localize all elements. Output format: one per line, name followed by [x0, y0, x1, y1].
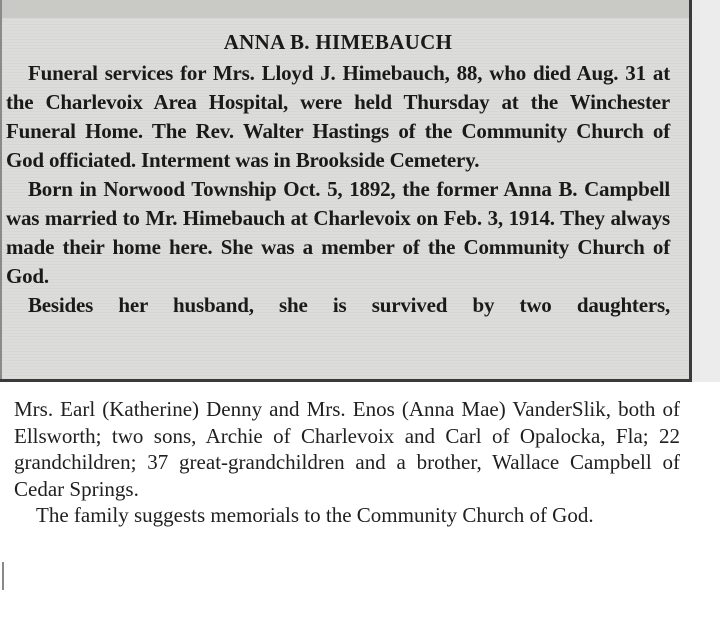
lower-paper-clipping	[0, 382, 720, 640]
paragraph-memorials: The family suggests memorials to the Community Church of God.	[36, 503, 594, 527]
lower-article-text	[14, 396, 680, 529]
paragraph-funeral-services: Funeral services for Mrs. Lloyd J. Himebauch, 88, who died Aug. 31 at the Charlevoix Area Hospital, were held Thursday at the Winchester Funeral Home. The Rev. Walter Hastings of the Community Church of God officiated. Interment was in Brookside Cemetery.	[6, 61, 670, 172]
paragraph-biography: Born in Norwood Township Oct. 5, 1892, the former Anna B. Campbell was married to Mr. Himebauch at Charlevoix on Feb. 3, 1914. They always made their home here. She was a member of the Community Church of God.	[6, 177, 670, 288]
scan-mark	[2, 562, 4, 590]
obituary-headline: ANNA B. HIMEBAUCH	[223, 30, 453, 54]
scan-margin-strip	[692, 0, 720, 382]
paragraph-survivors-continued: Mrs. Earl (Katherine) Denny and Mrs. Enos (Anna Mae) VanderSlik, both of Ellsworth; two sons, Archie of Charlevoix and Carl of Opalocka, Fla; 22 grandchildren; 37 great-grandchildren and a brother, Wallace Campbell of Cedar Springs.	[14, 397, 680, 501]
upper-article-text	[6, 28, 670, 320]
torn-top-edge	[0, 0, 692, 18]
paragraph-survivors-start: Besides her husband, she is survived by two daughters,	[28, 293, 670, 317]
clipping-left-edge	[0, 0, 2, 382]
